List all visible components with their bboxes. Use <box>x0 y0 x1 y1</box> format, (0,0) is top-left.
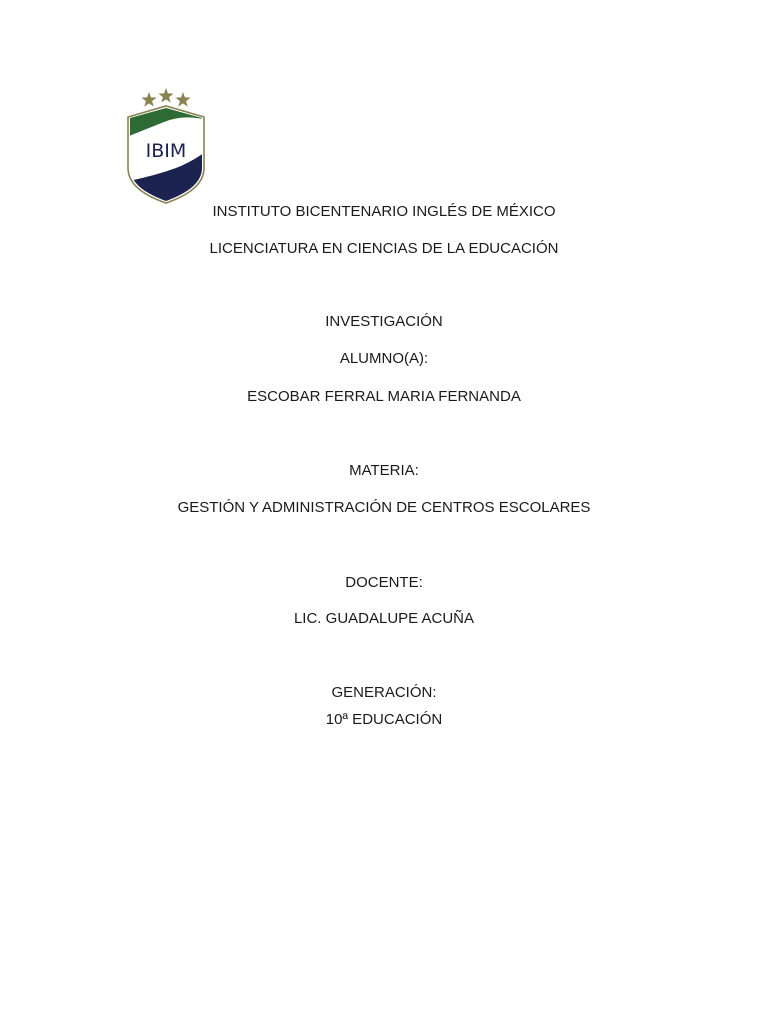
star-icon <box>158 88 173 103</box>
student-label: ALUMNO(A): <box>339 350 429 367</box>
generation-value: 10ª EDUCACIÓN <box>325 711 443 728</box>
student-name: ESCOBAR FERRAL MARIA FERNANDA <box>247 388 521 405</box>
institution-name: INSTITUTO BICENTENARIO INGLÉS DE MÉXICO <box>212 203 556 220</box>
subject-name: GESTIÓN Y ADMINISTRACIÓN DE CENTROS ESCOLARES <box>177 499 591 516</box>
subject-label: MATERIA: <box>349 462 419 479</box>
ibim-logo <box>124 88 208 204</box>
generation-label: GENERACIÓN: <box>331 684 437 701</box>
document-type: INVESTIGACIÓN <box>325 313 443 330</box>
logo-text: IBIM <box>145 140 187 162</box>
teacher-name: LIC. GUADALUPE ACUÑA <box>293 610 475 627</box>
teacher-label: DOCENTE: <box>345 574 423 591</box>
star-icon <box>175 92 190 107</box>
degree-name: LICENCIATURA EN CIENCIAS DE LA EDUCACIÓN <box>209 240 559 257</box>
star-icon <box>141 92 156 107</box>
